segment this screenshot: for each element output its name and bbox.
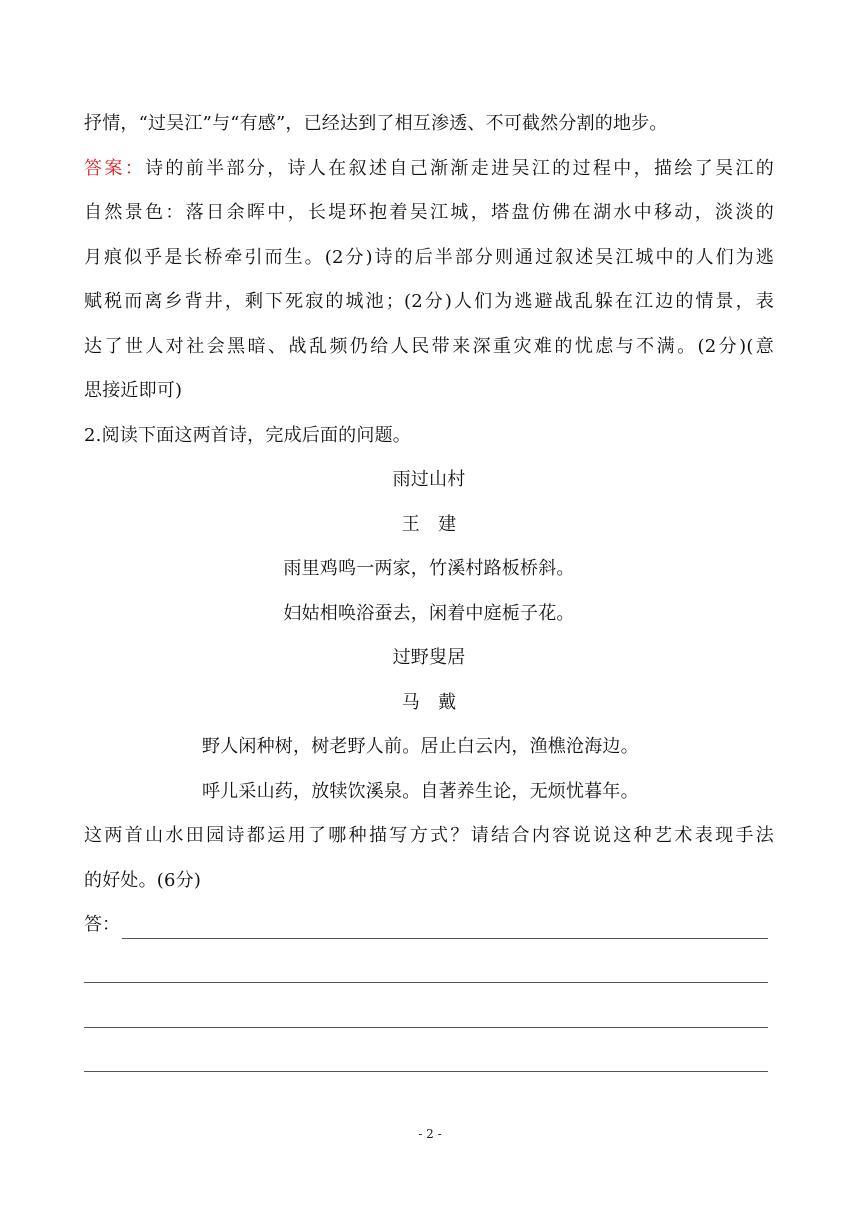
page-number: - 2 - [418,1127,442,1141]
answer-lead: 答： [84,914,120,935]
answer-line-6: 思接近即可) [84,380,183,401]
poem1-line-2: 妇姑相唤浴蚕去，闲着中庭栀子花。 [283,602,575,624]
document-body [84,102,774,1081]
question-prompt: 2.阅读下面这两首诗，完成后面的问题。 [84,424,411,446]
intro-line: 抒情，“过吴江”与“有感”，已经达到了相互渗透、不可截然分割的地步。 [84,113,668,134]
question-ask-line-1: 这两首山水田园诗都运用了哪种描写方式？请结合内容说说这种艺术表现手法 [84,825,774,846]
poem2-line-1: 野人闲种树，树老野人前。居止白云内，渔樵沧海边。 [202,736,639,757]
answer-line-5: 达了世人对社会黑暗、战乱频仍给人民带来深重灾难的忧虑与不满。(2分)(意 [84,335,774,357]
poem2-author: 马 戴 [401,691,457,713]
answer-blank-row-2[interactable] [84,948,774,993]
poem2-line-2: 呼儿采山药，放犊饮溪泉。自著养生论，无烦忧暮年。 [202,780,639,802]
answer-label: 答案： [84,157,146,179]
poem1-line-1: 雨里鸡鸣一两家，竹溪村路板桥斜。 [283,558,575,579]
answer-blank-line [84,982,768,983]
answer-line-4: 赋税而离乡背井，剩下死寂的城池；(2分)人们为逃避战乱躲在江边的情景，表 [84,291,774,312]
answer-blank-line [84,1071,768,1072]
answer-line-1 [84,147,774,192]
answer-blank-row-1[interactable] [84,903,774,948]
poem1-title: 雨过山村 [392,469,466,490]
poem1-author: 王 建 [401,513,457,535]
answer-line-2: 自然景色：落日余晖中，长堤环抱着吴江城，塔盘仿佛在湖水中移动，淡淡的 [84,202,774,223]
answer-line-3: 月痕似乎是长桥牵引而生。(2分)诗的后半部分则通过叙述吴江城中的人们为逃 [84,246,774,268]
poem2-title: 过野叟居 [392,647,466,668]
question-ask-line-2: 的好处。(6分) [84,869,202,891]
answer-blank-row-3[interactable] [84,992,774,1037]
answer-blank-line [122,938,768,939]
answer-blank-row-4[interactable] [84,1037,774,1082]
answer-blank-line [84,1027,768,1028]
answer-line-1-text: 诗的前半部分，诗人在叙述自己渐渐走进吴江的过程中，描绘了吴江的 [145,157,774,179]
